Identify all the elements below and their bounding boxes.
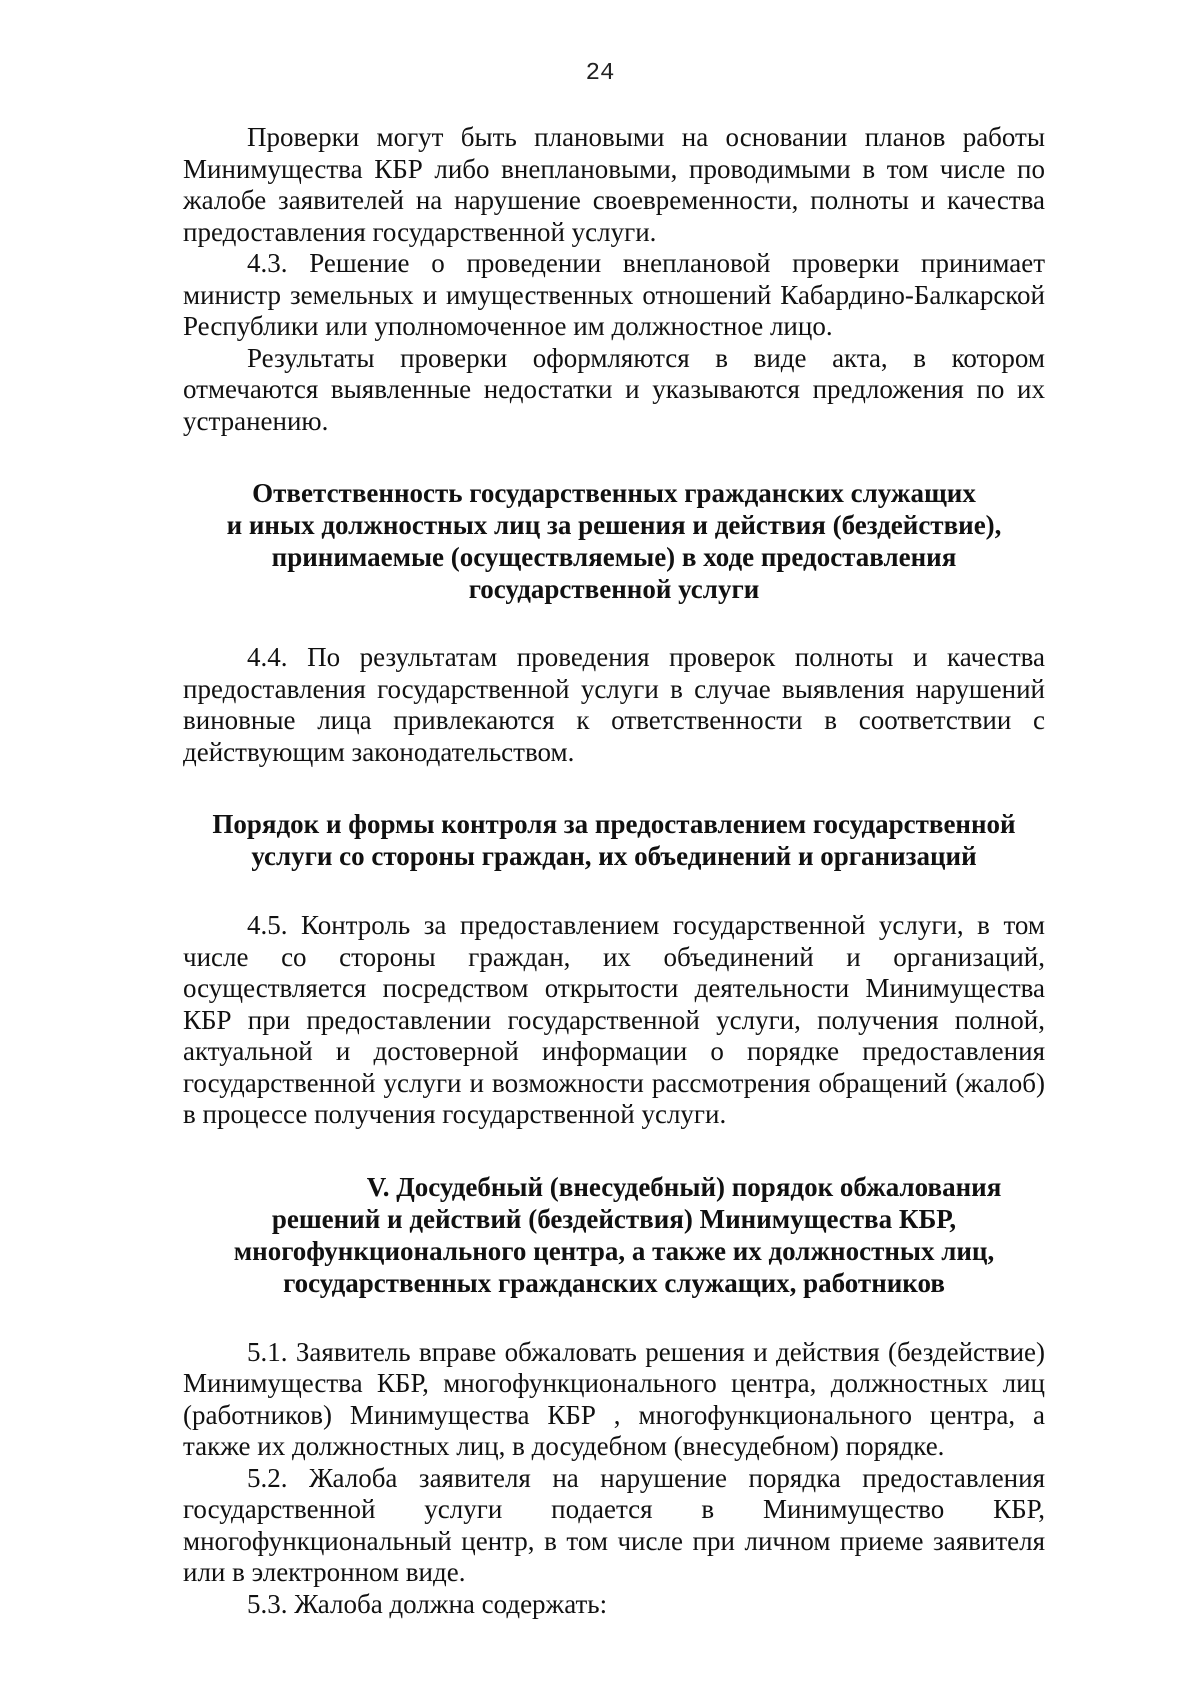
paragraph-5-2: 5.2. Жалоба заявителя на нарушение порядка предоставления государственной услуги подается в Минимущество КБР, многофункциональный центр, в том числе при личном приеме заявителя или в электронном виде. bbox=[183, 1462, 1045, 1587]
section-heading-control bbox=[183, 808, 1045, 872]
page-number: 24 bbox=[585, 60, 615, 87]
heading-line: Порядок и формы контроля за предоставлением государственной bbox=[212, 809, 1016, 839]
section-heading-responsibility bbox=[183, 477, 1045, 605]
heading-line: многофункционального центра, а также их должностных лиц, bbox=[233, 1235, 995, 1266]
heading-line: Ответственность государственных гражданских служащих bbox=[252, 478, 976, 508]
section-heading-appeal bbox=[183, 1171, 1045, 1299]
paragraph-4-4: 4.4. По результатам проведения проверок полноты и качества предоставления государственной услуги в случае выявления нарушений виновные лица привлекаются к ответственности в соответствии с действующим законодательством. bbox=[183, 642, 1045, 767]
paragraph-5-3: 5.3. Жалоба должна содержать: bbox=[247, 1588, 608, 1619]
heading-line: государственных гражданских служащих, работников bbox=[283, 1267, 945, 1298]
heading-line: услуги со стороны граждан, их объединений и организаций bbox=[251, 841, 977, 871]
heading-line: и иных должностных лиц за решения и действия (бездействие), bbox=[226, 510, 1002, 540]
paragraph-results: Результаты проверки оформляются в виде акта, в котором отмечаются выявленные недостатки и указываются предложения по их устранению. bbox=[183, 342, 1045, 436]
heading-line: V. Досудебный (внесудебный) порядок обжалования bbox=[366, 1171, 1002, 1202]
document-body bbox=[183, 122, 1045, 1620]
paragraph-4-5: 4.5. Контроль за предоставлением государственной услуги, в том числе со стороны граждан, их объединений и организаций, осуществляется посредством открытости деятельности Минимущества КБР при предоставлении государственной услуги, получения полной, актуальной и достоверной информации о порядке предоставления государственной услуги и возможности рассмотрения обращений (жалоб) в процессе получения государственной услуги. bbox=[183, 910, 1045, 1129]
heading-line: решений и действий (бездействия) Минимущества КБР, bbox=[271, 1203, 957, 1234]
paragraph-inspections: Проверки могут быть плановыми на основании планов работы Минимущества КБР либо внеплановыми, проводимыми в том числе по жалобе заявителей на нарушение своевременности, полноты и качества предоставления государственной услуги. bbox=[183, 122, 1045, 247]
paragraph-4-3: 4.3. Решение о проведении внеплановой проверки принимает министр земельных и имущественных отношений Кабардино-Балкарской Республики или уполномоченное им должностное лицо. bbox=[183, 248, 1045, 341]
paragraph-5-1: 5.1. Заявитель вправе обжаловать решения и действия (бездействие) Минимущества КБР, многофункционального центра, должностных лиц (работников) Минимущества КБР , многофункционального центра, а также их должностных лиц, в досудебном (внесудебном) порядке. bbox=[183, 1336, 1045, 1461]
heading-line: принимаемые (осуществляемые) в ходе предоставления bbox=[271, 542, 957, 572]
heading-line: государственной услуги bbox=[468, 574, 760, 604]
